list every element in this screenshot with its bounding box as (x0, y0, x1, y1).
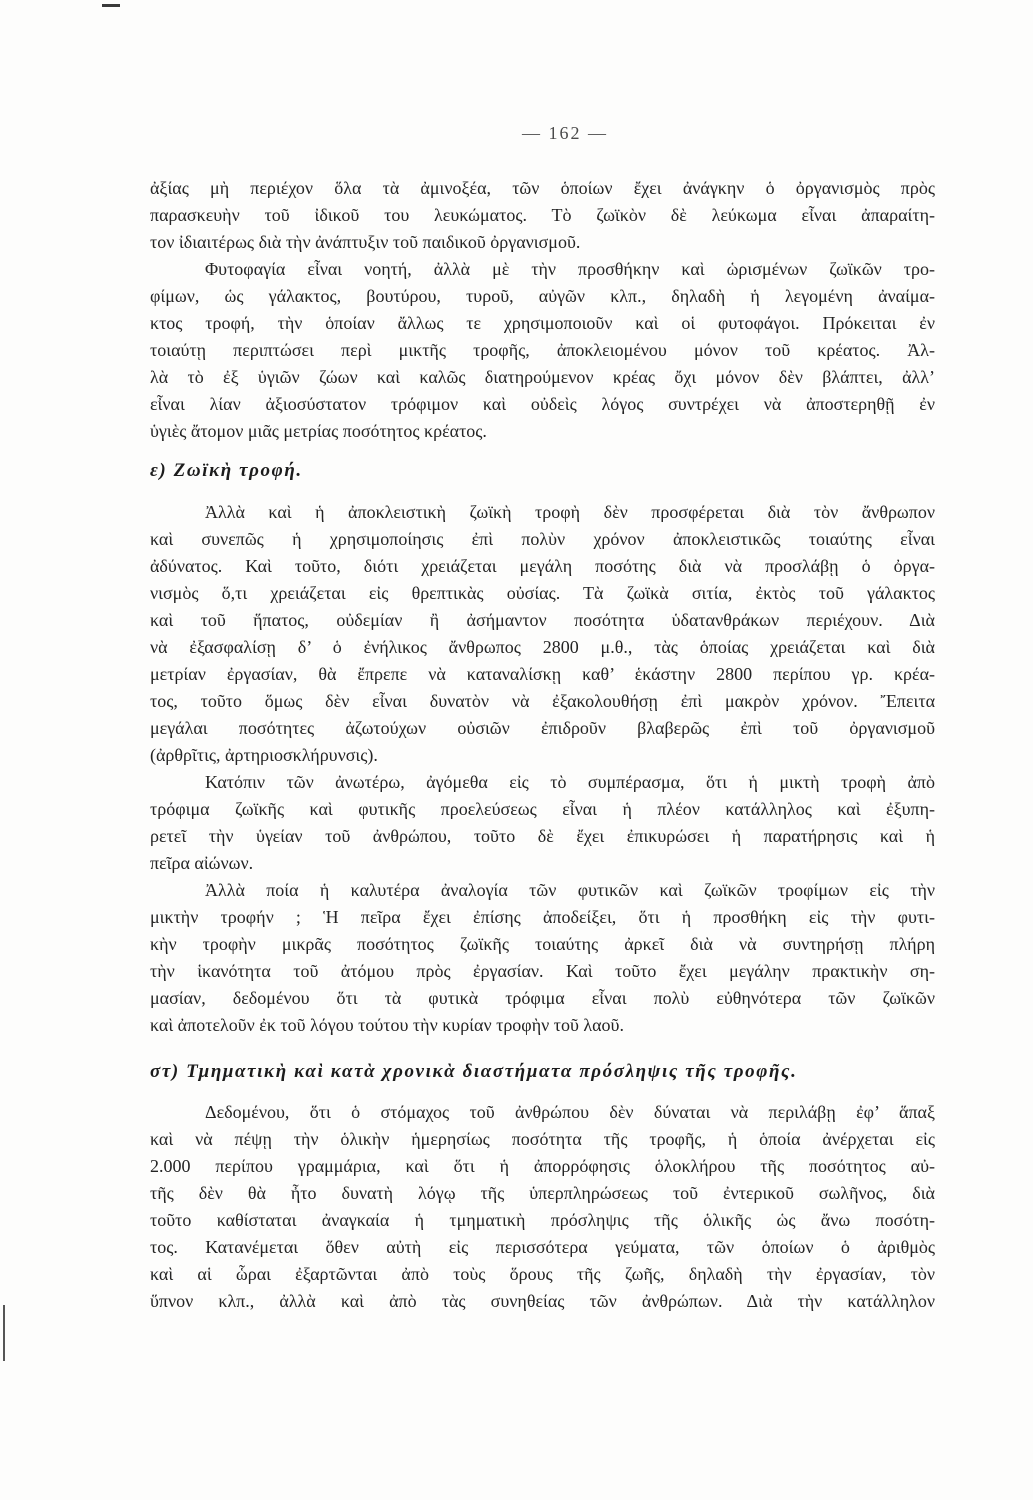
text-line: ὑγιὲς ἄτομον μιᾶς μετρίας ποσότητος κρέατος. (150, 421, 487, 441)
text-line: καὶ τοῦ ἥπατος, οὐδεμίαν ἢ ἀσήμαντον ποσότητα ὑδατανθράκων περιέχουν. Διὰ (150, 610, 935, 630)
text-line: νισμὸς ὅ,τι χρειάζεται εἰς θρεπτικὰς οὐσίας. Τὰ ζωϊκὰ σιτία, ἐκτὸς τοῦ γάλακτος (150, 583, 935, 603)
text-line: Ἀλλὰ ποία ἡ καλυτέρα ἀναλογία τῶν φυτικῶν καὶ ζωϊκῶν τροφίμων εἰς τὴν (205, 880, 935, 900)
text-block (150, 175, 935, 445)
section-heading: στ) Τμηματικὴ καὶ κατὰ χρονικὰ διαστήματα πρόσληψις τῆς τροφῆς. (150, 1061, 798, 1082)
text-line: εἶναι λίαν ἀξιοσύστατον τρόφιμον καὶ οὐδεὶς λόγος συντρέχει νὰ ἀποστερηθῇ ἐν (150, 394, 935, 414)
text-line: τος. Κατανέμεται ὅθεν αὐτὴ εἰς περισσότερα γεύματα, τῶν ὁποίων ὁ ἀριθμὸς (150, 1237, 935, 1257)
text-line: ἀξίας μὴ περιέχον ὅλα τὰ ἀμινοξέα, τῶν ὁποίων ἔχει ἀνάγκην ὁ ὀργανισμὸς πρὸς (150, 178, 935, 198)
text-line: καὶ νὰ πέψῃ τὴν ὁλικὴν ἡμερησίως ποσότητα τῆς τροφῆς, ἡ ὁποία ἀνέρχεται εἰς (150, 1129, 935, 1149)
text-line: (ἀρθρῖτις, ἀρτηριοσκλήρυνσις). (150, 745, 378, 765)
section-heading: ε) Ζωϊκὴ τροφή. (150, 460, 303, 481)
text-line: μασίαν, δεδομένου ὅτι τὰ φυτικὰ τρόφιμα εἶναι πολὺ εὐθηνότερα τῶν ζωϊκῶν (150, 988, 935, 1008)
text-line: 2.000 περίπου γραμμάρια, καὶ ὅτι ἡ ἀπορρόφησις ὁλοκλήρου τῆς ποσότητος αὐ- (150, 1156, 935, 1176)
text-block (150, 499, 935, 1039)
text-line: μεγάλαι ποσότητες ἀζωτούχων οὐσιῶν ἐπιδροῦν βλαβερῶς ἐπὶ τοῦ ὀργανισμοῦ (150, 718, 935, 738)
text-line: πεῖρα αἰώνων. (150, 853, 254, 873)
text-line: καὶ αἱ ὧραι ἐξαρτῶνται ἀπὸ τοὺς ὅρους τῆς ζωῆς, δηλαδὴ τὴν ἐργασίαν, τὸν (150, 1264, 935, 1284)
text-line: ρετεῖ τὴν ὑγείαν τοῦ ἀνθρώπου, τοῦτο δὲ ἔχει ἐπικυρώσει ἡ παρατήρησις καὶ ἡ (150, 826, 935, 846)
text-line: μικτὴν τροφήν ; Ἡ πεῖρα ἔχει ἐπίσης ἀποδείξει, ὅτι ἡ προσθήκη εἰς τὴν φυτι- (150, 907, 935, 927)
text-line: καὶ ἀποτελοῦν ἐκ τοῦ λόγου τούτου τὴν κυρίαν τροφὴν τοῦ λαοῦ. (150, 1015, 624, 1035)
text-line: Δεδομένου, ὅτι ὁ στόμαχος τοῦ ἀνθρώπου δὲν δύναται νὰ περιλάβῃ ἐφ’ ἅπαξ (205, 1102, 935, 1122)
text-line: ὕπνον κλπ., ἀλλὰ καὶ ἀπὸ τὰς συνηθείας τῶν ἀνθρώπων. Διὰ τὴν κατάλληλον (150, 1291, 935, 1311)
text-line: τρόφιμα ζωϊκῆς καὶ φυτικῆς προελεύσεως εἶναι ἡ πλέον κατάλληλος καὶ ἐξυπη- (150, 799, 935, 819)
text-line: τὴν ἱκανότητα τοῦ ἀτόμου πρὸς ἐργασίαν. Καὶ τοῦτο ἔχει μεγάλην πρακτικὴν ση- (150, 961, 935, 981)
text-line: καὶ συνεπῶς ἡ χρησιμοποίησις ἐπὶ πολὺν χρόνον ἀποκλειστικῶς τοιαύτης εἶναι (150, 529, 935, 549)
scan-artifact-mark (3, 1305, 5, 1361)
text-line: λὰ τὸ ἐξ ὑγιῶν ζώων καὶ καλῶς διατηρούμενον κρέας ὄχι μόνον δὲν βλάπτει, ἀλλ’ (150, 367, 935, 387)
text-line: φίμων, ὡς γάλακτος, βουτύρου, τυροῦ, αὐγῶν κλπ., δηλαδὴ ἡ λεγομένη ἀναίμα- (150, 286, 935, 306)
text-line: παρασκευὴν τοῦ ἰδικοῦ του λευκώματος. Τὸ ζωϊκὸν δὲ λεύκωμα εἶναι ἀπαραίτη- (150, 205, 935, 225)
text-line: ἀδύνατος. Καὶ τοῦτο, διότι χρειάζεται μεγάλη ποσότης διὰ νὰ προσλάβῃ ὁ ὀργα- (150, 556, 935, 576)
text-line: νὰ ἐξασφαλίσῃ δ’ ὁ ἐνήλικος ἄνθρωπος 2800 μ.θ., τὰς ὁποίας χρειάζεται καὶ διὰ (150, 637, 935, 657)
text-block (150, 1099, 935, 1315)
text-line: Φυτοφαγία εἶναι νοητή, ἀλλὰ μὲ τὴν προσθήκην καὶ ὡρισμένων ζωϊκῶν τρο- (205, 259, 935, 279)
page-number: — 162 — (522, 123, 608, 143)
text-line: τος, τοῦτο ὅμως δὲν εἶναι δυνατὸν νὰ ἐξακολουθήσῃ ἐπὶ μακρὸν χρόνον. Ἔπειτα (150, 691, 935, 711)
scan-artifact-mark (102, 4, 120, 7)
text-line: Κατόπιν τῶν ἀνωτέρω, ἀγόμεθα εἰς τὸ συμπέρασμα, ὅτι ἡ μικτὴ τροφὴ ἀπὸ (205, 772, 935, 792)
text-line: Ἀλλὰ καὶ ἡ ἀποκλειστικὴ ζωϊκὴ τροφὴ δὲν προσφέρεται διὰ τὸν ἄνθρωπον (205, 502, 935, 522)
text-line: κὴν τροφὴν μικρᾶς ποσότητος ζωϊκῆς τοιαύτης ἀρκεῖ διὰ νὰ συντηρήσῃ πλήρη (150, 934, 935, 954)
text-line: τοῦτο καθίσταται ἀναγκαία ἡ τμηματικὴ πρόσληψις τῆς ὁλικῆς ὡς ἄνω ποσότη- (150, 1210, 935, 1230)
text-line: τῆς δὲν θὰ ἦτο δυνατὴ λόγῳ τῆς ὑπερπληρώσεως τοῦ ἐντερικοῦ σωλῆνος, διὰ (150, 1183, 935, 1203)
text-line: μετρίαν ἐργασίαν, θὰ ἔπρεπε νὰ καταναλίσκῃ καθ’ ἑκάστην 2800 περίπου γρ. κρέα- (150, 664, 935, 684)
text-line: τοιαύτῃ περιπτώσει περὶ μικτῆς τροφῆς, ἀποκλειομένου μόνον τοῦ κρέατος. Ἀλ- (150, 340, 935, 360)
text-line: τον ἰδιαιτέρως διὰ τὴν ἀνάπτυξιν τοῦ παιδικοῦ ὀργανισμοῦ. (150, 232, 581, 252)
text-line: κτος τροφή, τὴν ὁποίαν ἄλλως τε χρησιμοποιοῦν καὶ οἱ φυτοφάγοι. Πρόκειται ἐν (150, 313, 935, 333)
